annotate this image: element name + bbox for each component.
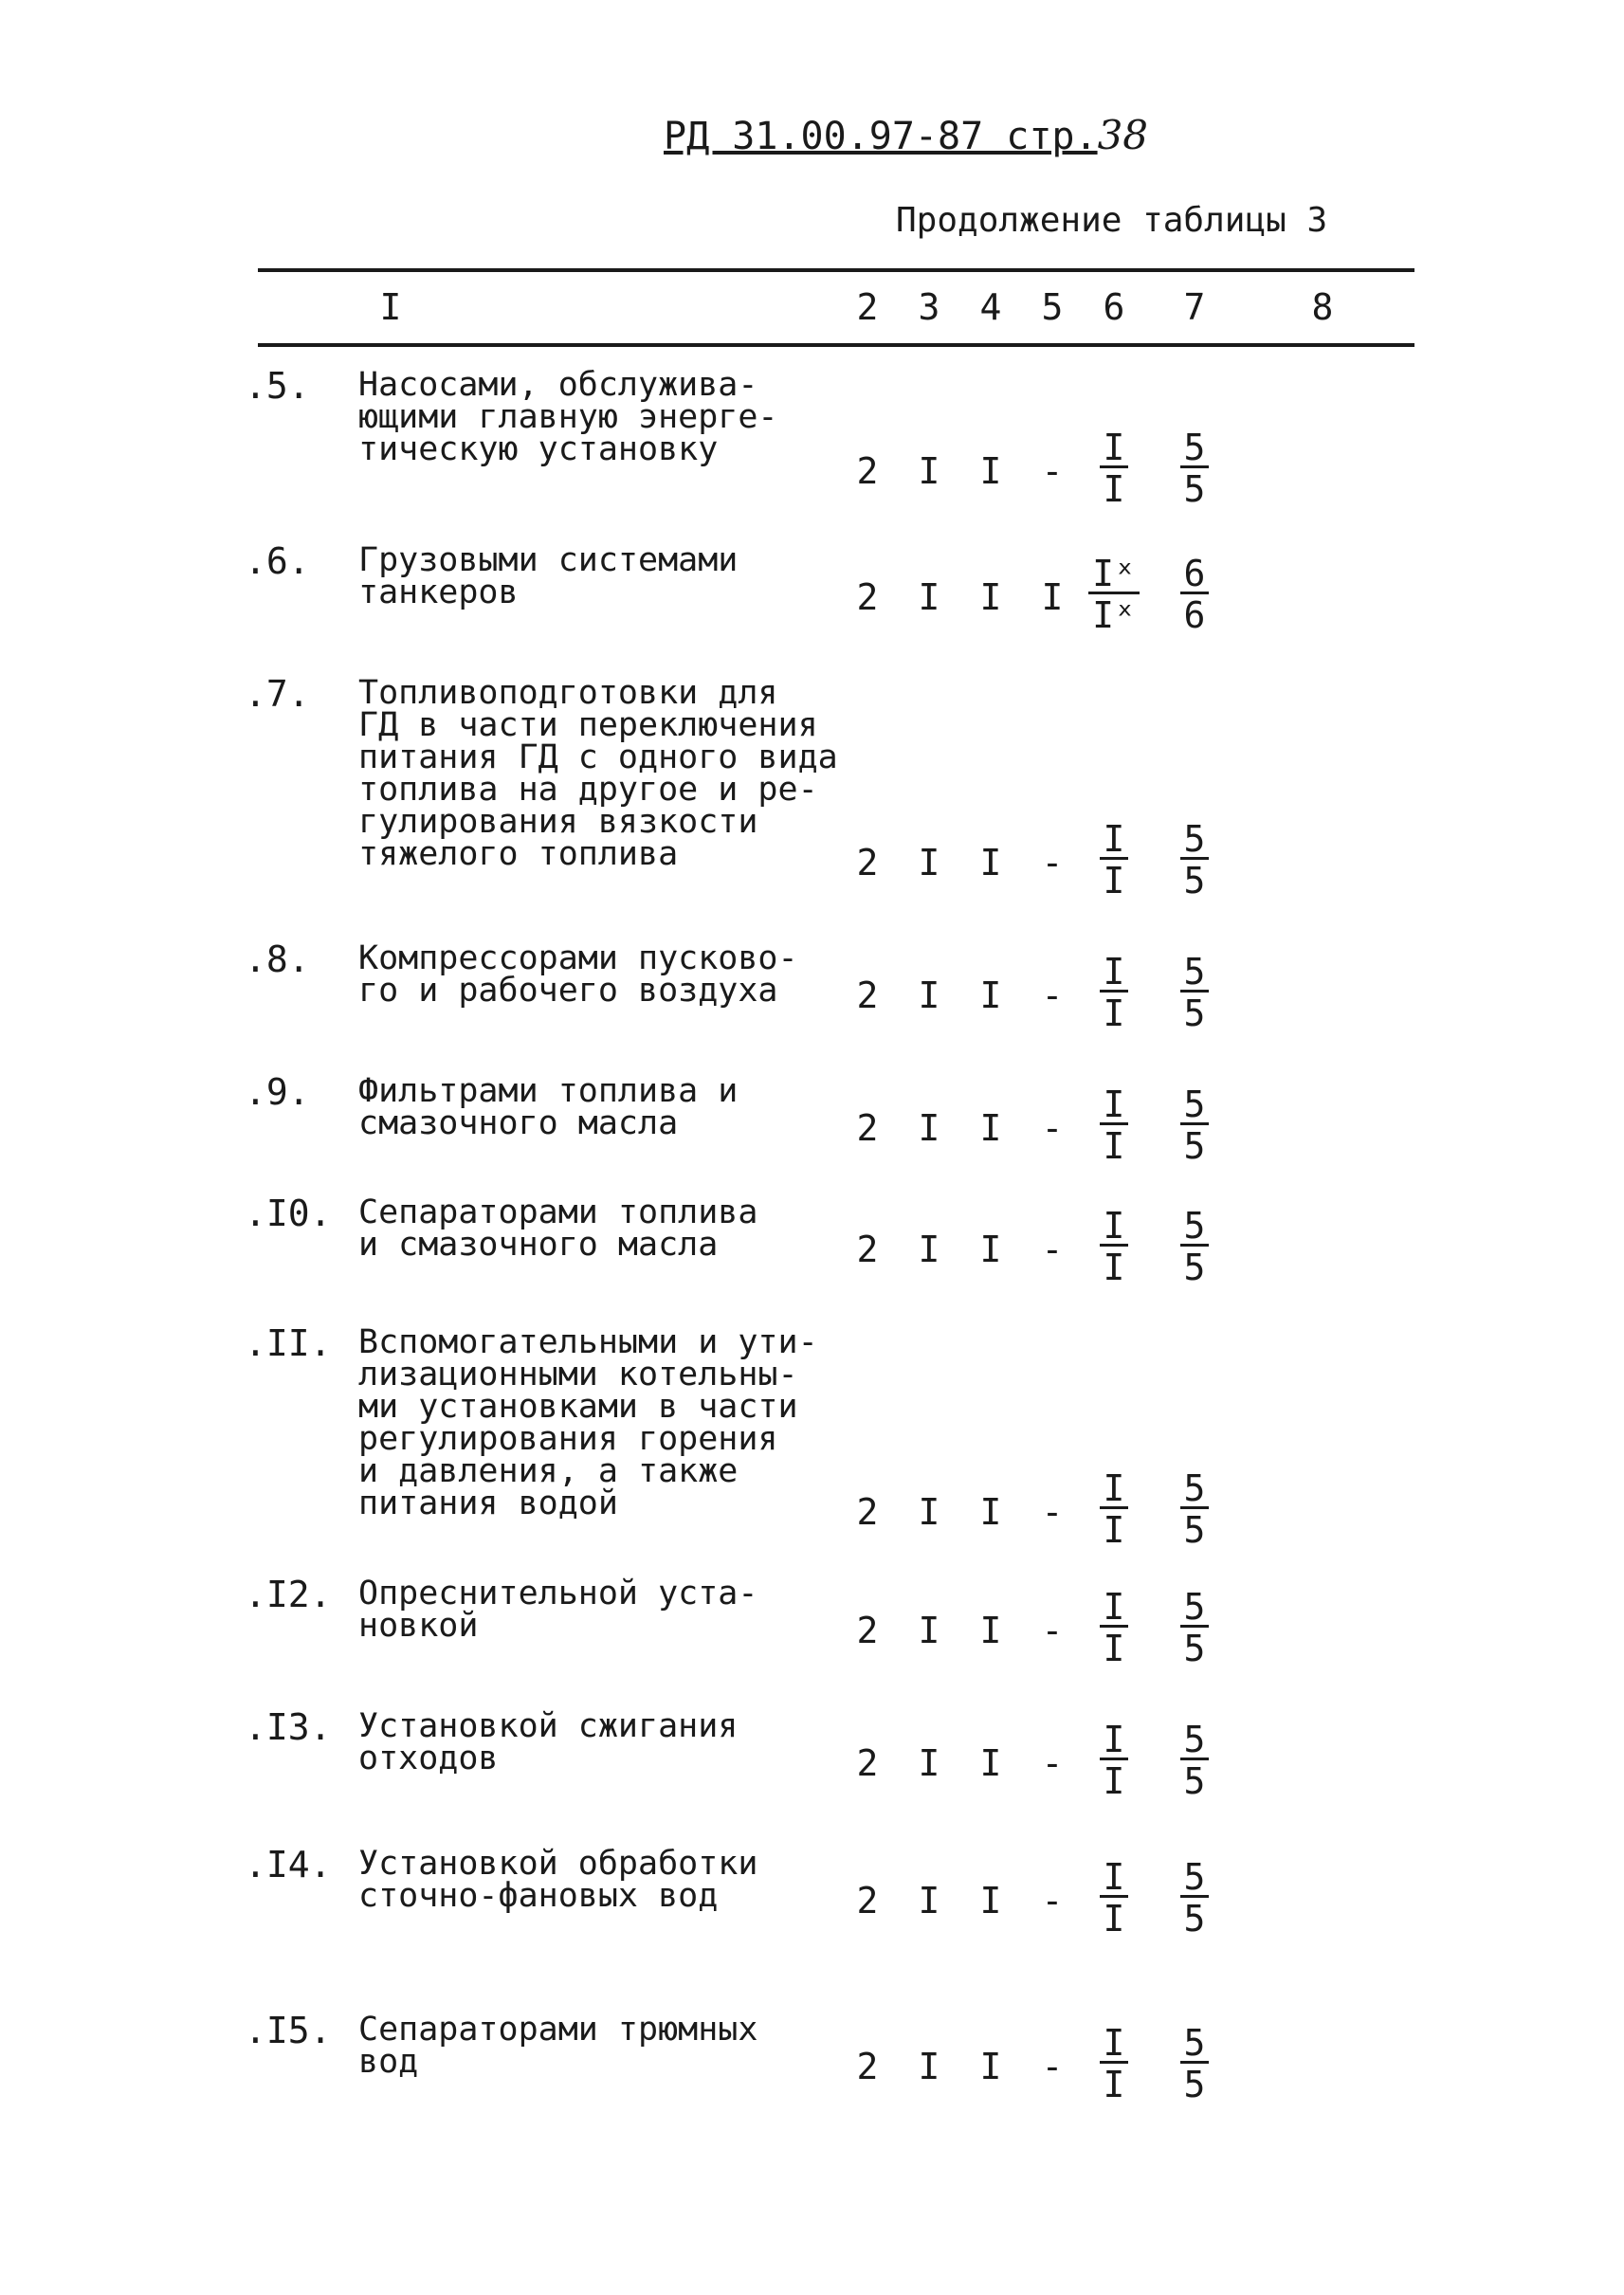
row-number: .6.: [245, 540, 310, 582]
cell-col-7-top: 5: [1180, 1859, 1210, 1898]
cell-col-2: 2: [856, 1491, 879, 1533]
cell-col-4: I: [979, 974, 1002, 1016]
table-top-rule: [258, 268, 1414, 272]
cell-col-4: I: [979, 1742, 1002, 1784]
cell-col-2: 2: [856, 1229, 879, 1270]
cell-col-5: -: [1041, 2046, 1064, 2087]
row-number: .I2.: [245, 1574, 332, 1615]
cell-col-7-fraction: [1161, 1856, 1228, 1940]
column-header-1: I: [379, 286, 402, 328]
cell-col-4: I: [979, 842, 1002, 883]
cell-col-2: 2: [856, 842, 879, 883]
cell-col-6-bottom: I: [1103, 1509, 1125, 1551]
cell-col-4: I: [979, 450, 1002, 492]
cell-col-2: 2: [856, 1880, 879, 1922]
cell-col-4: I: [979, 1229, 1002, 1270]
cell-col-7-top: 5: [1180, 1086, 1210, 1125]
cell-col-6-fraction: [1081, 951, 1147, 1034]
cell-col-7-bottom: 5: [1183, 1509, 1206, 1551]
row-description: Топливоподготовки для ГД в части переключения питания ГД с одного вида топлива на другое и ре- гулирования вязкости тяжелого топлива: [358, 674, 838, 873]
cell-col-7-fraction: [1161, 1086, 1228, 1167]
cell-col-7-fraction: [1161, 2022, 1228, 2105]
cell-col-6-fraction: [1081, 1467, 1147, 1551]
column-header-8: 8: [1311, 286, 1334, 328]
cell-col-6-bottom: Iˣ: [1092, 594, 1136, 636]
document-code: РД 31.00.97-87 стр.: [664, 115, 1098, 158]
cell-col-3: I: [918, 1107, 940, 1149]
cell-col-2: 2: [856, 1742, 879, 1784]
column-header-6: 6: [1103, 286, 1125, 328]
cell-col-6-fraction: [1081, 1856, 1147, 1940]
row-number: .I3.: [245, 1706, 332, 1748]
column-header-7: 7: [1183, 286, 1206, 328]
cell-col-7-bottom: 5: [1183, 860, 1206, 902]
cell-col-3: I: [918, 450, 940, 492]
row-number: .9.: [245, 1071, 310, 1113]
cell-col-6-top: I: [1100, 429, 1129, 468]
column-header-2: 2: [856, 286, 879, 328]
cell-col-6-bottom: I: [1103, 1760, 1125, 1802]
cell-col-7-top: 5: [1180, 1721, 1210, 1760]
cell-col-7-fraction: [1161, 951, 1228, 1034]
cell-col-6-top: I: [1100, 1470, 1129, 1509]
row-number: .8.: [245, 938, 310, 980]
cell-col-6-top: I: [1100, 1721, 1129, 1760]
row-description: Фильтрами топлива и смазочного масла: [358, 1072, 739, 1142]
cell-col-6-fraction: [1081, 818, 1147, 902]
cell-col-7-bottom: 5: [1183, 1898, 1206, 1940]
cell-col-6-bottom: I: [1103, 1628, 1125, 1669]
row-number: .I0.: [245, 1193, 332, 1234]
row-number: .I4.: [245, 1844, 332, 1885]
cell-col-5: -: [1041, 1742, 1064, 1784]
cell-col-6-bottom: I: [1103, 468, 1125, 510]
cell-col-7-bottom: 6: [1183, 594, 1206, 636]
cell-col-6-fraction: [1081, 429, 1147, 510]
cell-col-7-fraction: [1161, 1586, 1228, 1669]
row-description: Опреснительной уста- новкой: [358, 1575, 758, 1645]
column-header-5: 5: [1041, 286, 1064, 328]
cell-col-3: I: [918, 2046, 940, 2087]
cell-col-7-top: 5: [1180, 1470, 1210, 1509]
cell-col-7-bottom: 5: [1183, 2064, 1206, 2105]
cell-col-7-top: 6: [1180, 556, 1210, 594]
cell-col-7-bottom: 5: [1183, 1247, 1206, 1288]
row-number: .II.: [245, 1322, 332, 1364]
cell-col-7-bottom: 5: [1183, 1760, 1206, 1802]
cell-col-6-bottom: I: [1103, 1247, 1125, 1288]
page-header: [664, 112, 1148, 158]
cell-col-7-bottom: 5: [1183, 993, 1206, 1034]
cell-col-6-bottom: I: [1103, 1898, 1125, 1940]
cell-col-3: I: [918, 1229, 940, 1270]
cell-col-7-fraction: [1161, 553, 1228, 636]
row-number: .5.: [245, 365, 310, 407]
cell-col-7-top: 5: [1180, 1208, 1210, 1247]
cell-col-5: -: [1041, 1107, 1064, 1149]
row-description: Вспомогательными и ути- лизационными котельны- ми установками в части регулирования горения и давления, а также питания водой: [358, 1323, 818, 1522]
cell-col-5: -: [1041, 1880, 1064, 1922]
cell-col-3: I: [918, 974, 940, 1016]
cell-col-5: -: [1041, 1491, 1064, 1533]
cell-col-2: 2: [856, 2046, 879, 2087]
cell-col-3: I: [918, 1880, 940, 1922]
cell-col-3: I: [918, 1610, 940, 1651]
cell-col-7-fraction: [1161, 1721, 1228, 1802]
cell-col-5: -: [1041, 1610, 1064, 1651]
cell-col-2: 2: [856, 450, 879, 492]
cell-col-5: -: [1041, 974, 1064, 1016]
cell-col-3: I: [918, 842, 940, 883]
cell-col-7-fraction: [1161, 1467, 1228, 1551]
cell-col-3: I: [918, 576, 940, 618]
cell-col-6-top: I: [1100, 821, 1129, 860]
column-header-3: 3: [918, 286, 940, 328]
table-caption: Продолжение таблицы 3: [896, 201, 1328, 240]
cell-col-6-top: I: [1100, 954, 1129, 993]
cell-col-2: 2: [856, 576, 879, 618]
row-description: Сепараторами топлива и смазочного масла: [358, 1193, 758, 1264]
row-number: .7.: [245, 673, 310, 715]
page-number: 38: [1097, 112, 1149, 158]
cell-col-6-fraction: [1081, 1205, 1147, 1288]
column-header-4: 4: [979, 286, 1002, 328]
cell-col-3: I: [918, 1742, 940, 1784]
cell-col-7-top: 5: [1180, 821, 1210, 860]
cell-col-5: I: [1041, 576, 1064, 618]
cell-col-2: 2: [856, 1610, 879, 1651]
cell-col-6-top: I: [1100, 1589, 1129, 1628]
row-description: Сепараторами трюмных вод: [358, 2011, 758, 2081]
cell-col-4: I: [979, 576, 1002, 618]
cell-col-2: 2: [856, 974, 879, 1016]
cell-col-6-top: I: [1100, 1859, 1129, 1898]
cell-col-3: I: [918, 1491, 940, 1533]
cell-col-4: I: [979, 1107, 1002, 1149]
cell-col-4: I: [979, 2046, 1002, 2087]
cell-col-7-bottom: 5: [1183, 468, 1206, 510]
cell-col-6-fraction: [1081, 1086, 1147, 1167]
cell-col-7-top: 5: [1180, 954, 1210, 993]
cell-col-6-bottom: I: [1103, 993, 1125, 1034]
cell-col-4: I: [979, 1610, 1002, 1651]
cell-col-7-top: 5: [1180, 2025, 1210, 2064]
cell-col-6-top: Iˣ: [1088, 556, 1140, 594]
cell-col-6-bottom: I: [1103, 860, 1125, 902]
cell-col-6-top: I: [1100, 2025, 1129, 2064]
cell-col-6-bottom: I: [1103, 2064, 1125, 2105]
row-description: Компрессорами пусково- го и рабочего воздуха: [358, 939, 798, 1010]
cell-col-7-fraction: [1161, 1205, 1228, 1288]
cell-col-7-fraction: [1161, 429, 1228, 510]
cell-col-7-top: 5: [1180, 429, 1210, 468]
cell-col-6-fraction: [1081, 1586, 1147, 1669]
cell-col-7-fraction: [1161, 818, 1228, 902]
cell-col-6-top: I: [1100, 1208, 1129, 1247]
row-description: Насосами, обслужива- ющими главную энерге- тическую установку: [358, 366, 778, 468]
cell-col-5: -: [1041, 1229, 1064, 1270]
cell-col-6-fraction: [1081, 2022, 1147, 2105]
row-description: Грузовыми системами танкеров: [358, 541, 739, 611]
cell-col-6-bottom: I: [1103, 1125, 1125, 1167]
cell-col-6-fraction: [1081, 1721, 1147, 1802]
cell-col-5: -: [1041, 450, 1064, 492]
cell-col-2: 2: [856, 1107, 879, 1149]
header-bottom-rule: [258, 343, 1414, 347]
cell-col-7-bottom: 5: [1183, 1628, 1206, 1669]
row-description: Установкой сжигания отходов: [358, 1707, 739, 1777]
cell-col-7-top: 5: [1180, 1589, 1210, 1628]
cell-col-7-bottom: 5: [1183, 1125, 1206, 1167]
row-description: Установкой обработки сточно-фановых вод: [358, 1845, 758, 1915]
cell-col-6-fraction: [1081, 553, 1147, 636]
row-number: .I5.: [245, 2010, 332, 2051]
cell-col-4: I: [979, 1880, 1002, 1922]
cell-col-4: I: [979, 1491, 1002, 1533]
cell-col-6-top: I: [1100, 1086, 1129, 1125]
cell-col-5: -: [1041, 842, 1064, 883]
